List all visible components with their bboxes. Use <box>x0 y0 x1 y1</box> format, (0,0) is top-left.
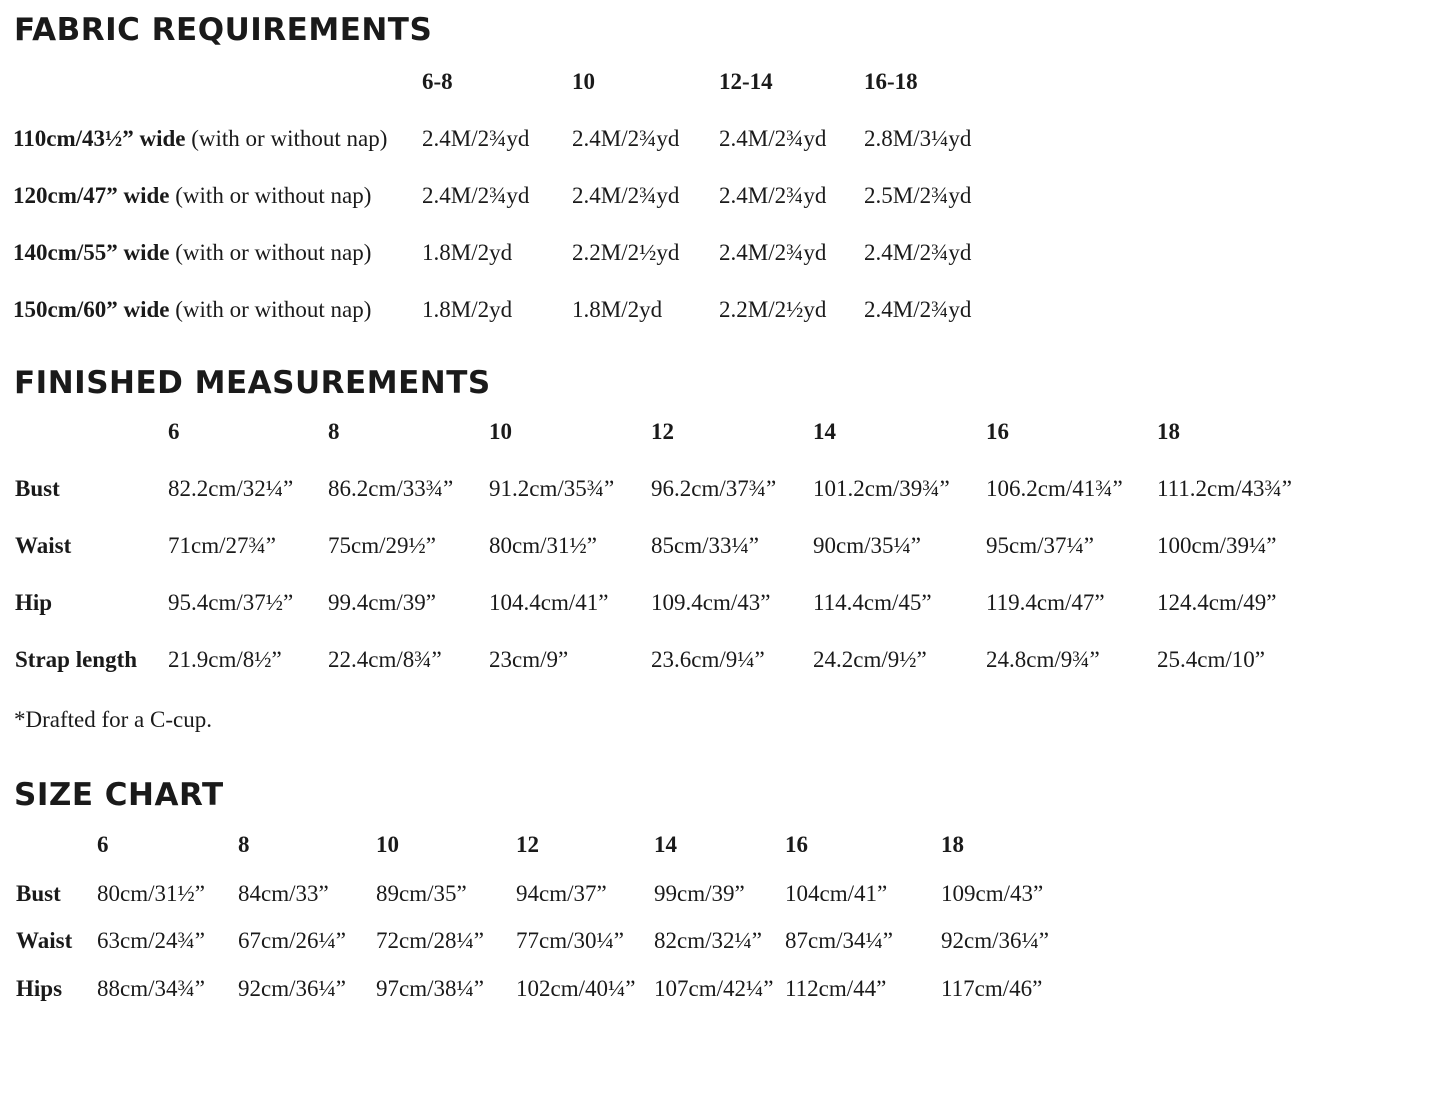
fabric-cell: 2.2M/2½yd <box>572 240 680 265</box>
finished-cell: 21.9cm/8½” <box>168 647 282 672</box>
finished-cell: 71cm/27¾” <box>168 533 276 558</box>
size-chart-size-header: 18 <box>941 832 964 857</box>
finished-cell: 80cm/31½” <box>489 533 597 558</box>
fabric-cell: 2.4M/2¾yd <box>864 240 972 265</box>
size-chart-size-header: 8 <box>238 832 250 857</box>
fabric-nap: (with or without nap) <box>191 126 388 151</box>
finished-cell: 111.2cm/43¾” <box>1157 476 1292 501</box>
fabric-row-label <box>13 298 371 321</box>
finished-cell: 75cm/29½” <box>328 533 436 558</box>
size-chart-cell: 63cm/24¾” <box>97 928 205 953</box>
finished-measurements-note: *Drafted for a C-cup. <box>14 707 212 732</box>
finished-cell: 99.4cm/39” <box>328 590 436 615</box>
finished-size-header: 18 <box>1157 419 1180 444</box>
finished-size-header: 16 <box>986 419 1009 444</box>
size-chart-cell: 107cm/42¼” <box>654 976 774 1001</box>
fabric-cell: 2.2M/2½yd <box>719 297 827 322</box>
fabric-row-label <box>13 184 371 207</box>
fabric-cell: 2.4M/2¾yd <box>719 126 827 151</box>
fabric-nap: (with or without nap) <box>175 297 372 322</box>
fabric-size-header: 6-8 <box>422 69 453 94</box>
size-chart-cell: 89cm/35” <box>376 881 467 906</box>
fabric-cell: 2.4M/2¾yd <box>719 183 827 208</box>
fabric-width: 150cm/60” wide <box>13 297 170 322</box>
finished-row-label: Hip <box>15 590 53 615</box>
finished-row-label: Strap length <box>15 647 138 672</box>
finished-cell: 23cm/9” <box>489 647 569 672</box>
size-chart-cell: 104cm/41” <box>785 881 888 906</box>
size-chart-cell: 67cm/26¼” <box>238 928 346 953</box>
finished-size-header: 12 <box>651 419 674 444</box>
size-chart-cell: 112cm/44” <box>785 976 887 1001</box>
finished-cell: 85cm/33¼” <box>651 533 759 558</box>
size-chart-size-header: 12 <box>516 832 539 857</box>
finished-cell: 25.4cm/10” <box>1157 647 1265 672</box>
fabric-cell: 2.4M/2¾yd <box>719 240 827 265</box>
size-chart-row-label: Hips <box>16 976 63 1001</box>
size-chart-cell: 97cm/38¼” <box>376 976 484 1001</box>
fabric-nap: (with or without nap) <box>175 183 372 208</box>
size-chart-cell: 92cm/36¼” <box>238 976 346 1001</box>
finished-cell: 86.2cm/33¾” <box>328 476 454 501</box>
finished-cell: 119.4cm/47” <box>986 590 1105 615</box>
fabric-cell: 2.4M/2¾yd <box>864 297 972 322</box>
size-chart-cell: 99cm/39” <box>654 881 745 906</box>
fabric-cell: 2.4M/2¾yd <box>422 183 530 208</box>
finished-size-header: 14 <box>813 419 836 444</box>
size-chart-cell: 92cm/36¼” <box>941 928 1049 953</box>
size-chart-cell: 72cm/28¼” <box>376 928 484 953</box>
fabric-size-header: 16-18 <box>864 69 918 94</box>
size-chart-cell: 87cm/34¼” <box>785 928 893 953</box>
fabric-width: 110cm/43½” wide <box>13 126 186 151</box>
fabric-nap: (with or without nap) <box>175 240 372 265</box>
size-chart-cell: 80cm/31½” <box>97 881 205 906</box>
size-chart-cell: 109cm/43” <box>941 881 1044 906</box>
finished-cell: 24.8cm/9¾” <box>986 647 1100 672</box>
fabric-width: 140cm/55” wide <box>13 240 170 265</box>
fabric-row-label <box>13 241 371 264</box>
fabric-row-label <box>13 127 387 150</box>
size-chart-cell: 77cm/30¼” <box>516 928 624 953</box>
finished-row-label: Bust <box>15 476 60 501</box>
fabric-width: 120cm/47” wide <box>13 183 170 208</box>
fabric-cell: 2.4M/2¾yd <box>422 126 530 151</box>
fabric-cell: 2.5M/2¾yd <box>864 183 972 208</box>
size-chart-size-header: 6 <box>97 832 109 857</box>
finished-cell: 106.2cm/41¾” <box>986 476 1123 501</box>
finished-cell: 24.2cm/9½” <box>813 647 927 672</box>
size-chart-size-header: 16 <box>785 832 808 857</box>
finished-size-header: 10 <box>489 419 512 444</box>
fabric-cell: 1.8M/2yd <box>422 297 513 322</box>
size-chart-cell: 94cm/37” <box>516 881 607 906</box>
size-chart-heading: SIZE CHART <box>14 777 224 813</box>
finished-cell: 95cm/37¼” <box>986 533 1094 558</box>
finished-cell: 22.4cm/8¾” <box>328 647 442 672</box>
size-chart-row-label: Bust <box>16 881 61 906</box>
fabric-cell: 2.8M/3¼yd <box>864 126 972 151</box>
finished-cell: 95.4cm/37½” <box>168 590 294 615</box>
finished-cell: 90cm/35¼” <box>813 533 921 558</box>
size-chart-cell: 117cm/46” <box>941 976 1043 1001</box>
finished-cell: 114.4cm/45” <box>813 590 932 615</box>
size-chart-cell: 88cm/34¾” <box>97 976 205 1001</box>
finished-row-label: Waist <box>15 533 72 558</box>
fabric-cell: 1.8M/2yd <box>422 240 513 265</box>
size-chart-size-header: 10 <box>376 832 399 857</box>
finished-cell: 91.2cm/35¾” <box>489 476 615 501</box>
fabric-requirements-heading: FABRIC REQUIREMENTS <box>14 12 433 48</box>
fabric-size-header: 10 <box>572 69 595 94</box>
size-chart-cell: 82cm/32¼” <box>654 928 762 953</box>
fabric-size-header: 12-14 <box>719 69 773 94</box>
finished-cell: 96.2cm/37¾” <box>651 476 777 501</box>
finished-cell: 109.4cm/43” <box>651 590 771 615</box>
size-chart-cell: 84cm/33” <box>238 881 329 906</box>
finished-cell: 82.2cm/32¼” <box>168 476 294 501</box>
fabric-cell: 1.8M/2yd <box>572 297 663 322</box>
finished-size-header: 8 <box>328 419 340 444</box>
size-chart-cell: 102cm/40¼” <box>516 976 636 1001</box>
finished-size-header: 6 <box>168 419 180 444</box>
finished-cell: 23.6cm/9¼” <box>651 647 765 672</box>
finished-cell: 104.4cm/41” <box>489 590 609 615</box>
fabric-cell: 2.4M/2¾yd <box>572 183 680 208</box>
finished-cell: 101.2cm/39¾” <box>813 476 950 501</box>
fabric-cell: 2.4M/2¾yd <box>572 126 680 151</box>
size-chart-size-header: 14 <box>654 832 677 857</box>
finished-cell: 124.4cm/49” <box>1157 590 1277 615</box>
finished-cell: 100cm/39¼” <box>1157 533 1277 558</box>
size-chart-row-label: Waist <box>16 928 73 953</box>
finished-measurements-heading: FINISHED MEASUREMENTS <box>14 365 491 401</box>
